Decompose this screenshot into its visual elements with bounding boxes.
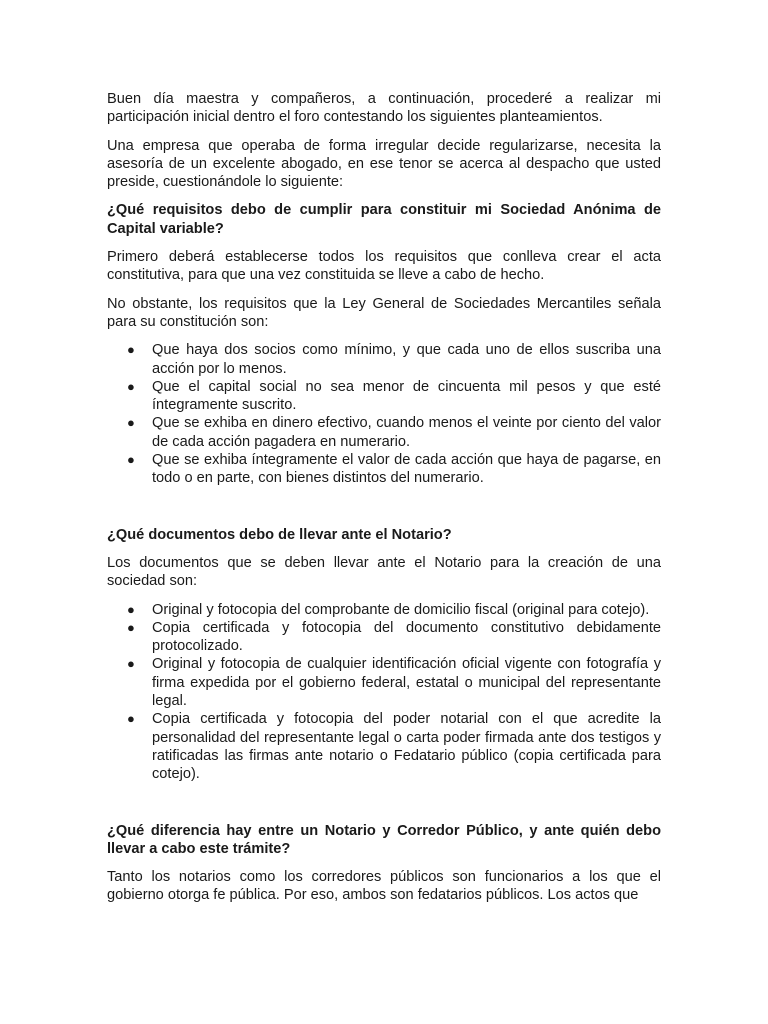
section3-paragraph-1: Tanto los notarios como los corredores públicos son funcionarios a los que el gobierno otorga fe pública. Por eso, ambos son fedatarios públicos. Los actos que: [107, 869, 661, 904]
list-item: ● Original y fotocopia de cualquier identificación oficial vigente con fotografía y firma expedida por el gobierno federal, estatal o municipal del representante legal.: [127, 656, 661, 710]
document-page: [107, 90, 661, 915]
bullet-icon: ●: [127, 342, 135, 358]
bullet-icon: ●: [127, 415, 135, 431]
list-item: ● Que se exhiba en dinero efectivo, cuando menos el veinte por ciento del valor de cada acción pagadera en numerario.: [127, 415, 661, 450]
bullet-icon: ●: [127, 601, 135, 617]
section1-paragraph-1: Primero deberá establecerse todos los requisitos que conlleva crear el acta constitutiva, para que una vez constituida se lleve a cabo de hecho.: [107, 249, 661, 284]
bullet-icon: ●: [127, 378, 135, 394]
documentos-list: [107, 601, 661, 784]
question-notario-corredor: ¿Qué diferencia hay entre un Notario y Corredor Público, y ante quién debo llevar a cabo este trámite?: [107, 822, 661, 857]
list-item: ● Copia certificada y fotocopia del documento constitutivo debidamente protocolizado.: [127, 619, 661, 655]
list-item: ● Que el capital social no sea menor de cincuenta mil pesos y que esté íntegramente suscrito.: [127, 378, 661, 414]
bullet-icon: ●: [127, 619, 135, 635]
scenario-paragraph: Una empresa que operaba de forma irregular decide regularizarse, necesita la asesoría de un excelente abogado, en ese tenor se acerca al despacho que usted preside, cuestionándole lo siguiente:: [107, 137, 661, 191]
question-documentos: ¿Qué documentos debo de llevar ante el Notario?: [107, 526, 452, 543]
question-requisitos: ¿Qué requisitos debo de cumplir para constituir mi Sociedad Anónima de Capital variable?: [107, 202, 661, 237]
section-spacer: [107, 498, 661, 526]
list-item: ● Original y fotocopia del comprobante de domicilio fiscal (original para cotejo).: [127, 601, 650, 618]
section-spacer: [107, 794, 661, 822]
list-item: ● Que haya dos socios como mínimo, y que cada uno de ellos suscriba una acción por lo menos.: [127, 342, 661, 377]
intro-paragraph: Buen día maestra y compañeros, a continuación, procederé a realizar mi participación inicial dentro el foro contestando los siguientes planteamientos.: [107, 91, 661, 126]
list-item: ● Que se exhiba íntegramente el valor de cada acción que haya de pagarse, en todo o en parte, con bienes distintos del numerario.: [127, 452, 661, 487]
list-item: ● Copia certificada y fotocopia del poder notarial con el que acredite la personalidad del representante legal o carta poder firmada ante dos testigos y ratificadas las firmas ante notario o Fedatario público (copia certificada para cotejo).: [127, 711, 661, 783]
bullet-icon: ●: [127, 452, 135, 468]
requisitos-list: [107, 341, 661, 487]
section2-paragraph-1: Los documentos que se deben llevar ante el Notario para la creación de una sociedad son:: [107, 554, 661, 590]
bullet-icon: ●: [127, 711, 135, 727]
bullet-icon: ●: [127, 656, 135, 672]
section1-paragraph-2: No obstante, los requisitos que la Ley General de Sociedades Mercantiles señala para su constitución son:: [107, 295, 661, 330]
